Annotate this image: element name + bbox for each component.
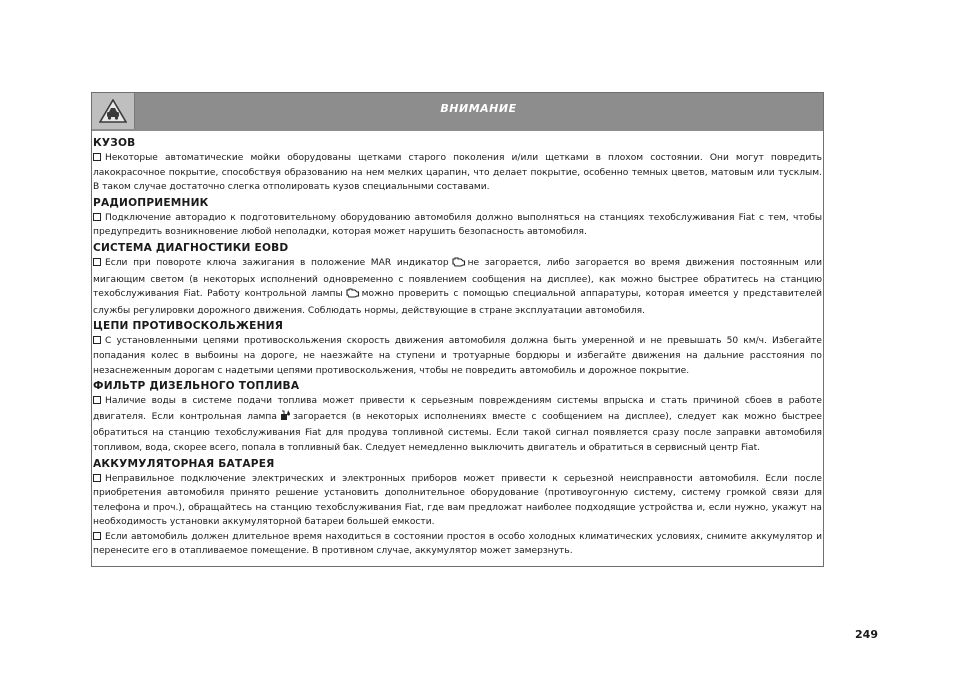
section-title-radio: РАДИОПРИЕМНИК [93, 196, 209, 209]
warning-content [92, 131, 823, 559]
section-title-chains: ЦЕПИ ПРОТИВОСКОЛЬЖЕНИЯ [93, 320, 284, 333]
page-number: 249 [855, 628, 878, 641]
engine-check-icon [345, 287, 360, 304]
warning-icon-cell [92, 93, 135, 129]
paragraph: С установленными цепями противоскольжения скорость движения автомобиля должна быть умеренной и не превышать 50 км/ч. Избегайте попадания колес в выбоины на дороге, не наезжайте на ступени и тротуарные бордюры и избегайте движения на дальние расстояния по незаснеженным дорогам с надетыми цепями противоскольжения, чтобы не повредить автомобиль и дорожное покрытие. [93, 336, 822, 376]
paragraph: Неправильное подключение электрических и электронных приборов может привести к серьезной неисправности автомобиля. Если после приобретения автомобиля принято решение установить дополнительное оборудование (противоугонную систему, систему громкой связи для телефона и проч.), обращайтесь на станцию техобслуживания Fiat, где вам предложат наиболее подходящие устройства и, если нужно, укажут на необходимость установки аккумуляторной батареи большей емкости. [93, 473, 822, 528]
square-bullet-icon [93, 213, 101, 221]
car-warning-triangle-icon [99, 99, 127, 123]
square-bullet-icon [93, 336, 101, 344]
square-bullet-icon [93, 153, 101, 161]
section-title-eobd: СИСТЕМА ДИАГНОСТИКИ EOBD [93, 241, 289, 254]
engine-check-icon [451, 256, 466, 273]
section-title-body: КУЗОВ [93, 137, 136, 149]
warning-header [92, 93, 823, 131]
square-bullet-icon [93, 532, 101, 540]
paragraph: Некоторые автоматические мойки оборудованы щетками старого поколения и/или щетками в плохом состоянии. Они могут повредить лакокрасочное покрытие, способствуя образованию на нем мелких царапин, что делает покрытие, особенно темных цветов, матовым или тусклым. В таком случае достаточно слегка отполировать кузов специальными составами. [93, 153, 822, 193]
paragraph: Если при повороте ключа зажигания в положение MAR индикатор не загорается, либо загорается во время движения постоянным или мигающим светом (в некоторых исполнений одновременно с появлением сообщения на дисплее), как можно быстрее обратитесь на станцию техобслуживания Fiat. Работу контрольной лампы можно проверить с помощью специальной аппаратуры, которая имеется у представителей службы регулировки дорожного движения. Соблюдать нормы, действующие в стране эксплуатации автомобиля. [93, 257, 823, 316]
section-title-battery: АККУМУЛЯТОРНАЯ БАТАРЕЯ [93, 457, 275, 470]
paragraph: Если автомобиль должен длительное время находиться в состоянии простоя в особо холодных климатических условиях, снимите аккумулятор и перенесите его в отапливаемое помещение. В противном случае, аккумулятор может замерзнуть. [93, 531, 822, 557]
water-in-fuel-icon [279, 409, 291, 427]
warning-title: ВНИМАНИЕ [440, 102, 517, 115]
paragraph: Подключение авторадио к подготовительному оборудованию автомобиля должно выполняться на станциях техобслуживания Fiat с тем, чтобы предупредить возникновение любой неполадки, которая может нарушить безопасность автомобиля. [93, 212, 822, 238]
paragraph: Наличие воды в системе подачи топлива может привести к серьезным повреждениям системы впрыска и стать причиной сбоев в работе двигателя. Если контрольная лампа загорается (в некоторых исполнениях вместе с сообщением на дисплее), следует как можно быстрее обратиться на станцию техобслуживания Fiat для продува топливной системы. Если такой сигнал появляется сразу после заправки автомобиля топливом, вода, скорее всего, попала в топливный бак. Следует немедленно выключить двигатель и обратиться в сервисный центр Fiat. [93, 396, 822, 453]
square-bullet-icon [93, 396, 101, 404]
section-title-fuel-filter: ФИЛЬТР ДИЗЕЛЬНОГО ТОПЛИВА [93, 380, 300, 393]
square-bullet-icon [93, 474, 101, 482]
square-bullet-icon [93, 258, 101, 266]
warning-box [91, 92, 824, 567]
